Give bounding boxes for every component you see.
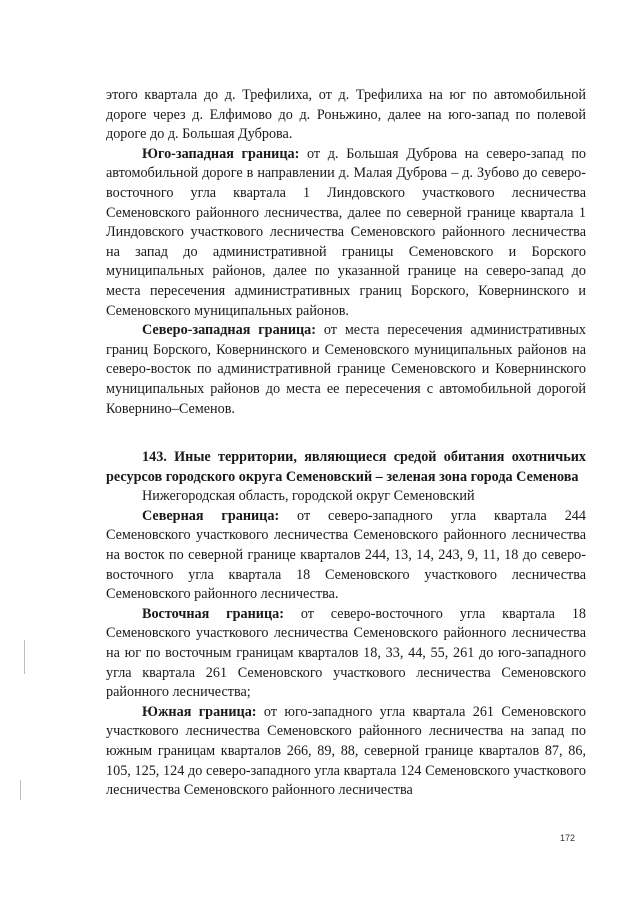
- paragraph-southwest-boundary: [106, 145, 586, 321]
- section-gap: [106, 419, 586, 448]
- south-boundary-label: Южная граница:: [142, 703, 257, 720]
- paragraph-continuation: этого квартала до д. Трефилиха, от д. Трефилиха на юг по автомобильной дороге через д. Елфимово до д. Роньжино, далее на юго-запад по полевой дороге до д. Большая Дуброва.: [106, 87, 586, 143]
- east-boundary-text: от северо-восточного угла квартала 18 Семеновского участкового лесничества Семеновского районного лесничества на юг по восточным границам кварталов 18, 33, 44, 55, 261 до юго-западного угла квартала 261 Семеновского участкового лесничества Семеновского районного лесничества;: [106, 605, 587, 701]
- north-boundary-label: Северная граница:: [142, 507, 280, 524]
- scan-artifact-line: [20, 780, 21, 800]
- location-line: Нижегородская область, городской округ Семеновский: [142, 488, 475, 505]
- northwest-boundary-label: Северо-западная граница:: [142, 322, 317, 339]
- paragraph-north-boundary: [106, 507, 586, 605]
- page-number: 172: [560, 833, 576, 843]
- south-boundary-text: от юго-западного угла квартала 261 Семеновского участкового лесничества Семеновского районного лесничества на запад по южным границам кварталов 266, 89, 88, северной границе кварталов 87, 86, 105, 125, 124 до северо-западного угла квартала 124 Семеновского участкового лесничества Семеновского районного лесничества: [106, 703, 586, 799]
- paragraph-east-boundary: [106, 605, 586, 703]
- northwest-boundary-text: от места пересечения административных границ Борского, Ковернинского и Семеновского муниципальных районов на северо-восток по административной границе Семеновского и Ковернинского муниципальных районов до места ее пересечения с автомобильной дорогой Ковернино–Семенов.: [106, 322, 586, 417]
- paragraph-northwest-boundary: [106, 321, 586, 419]
- north-boundary-text: от северо-западного угла квартала 244 Семеновского участкового лесничества Семеновского районного лесничества на восток по северной границе кварталов 244, 13, 14, 243, 9, 11, 18 до северо-восточного угла квартала 18 Семеновского участкового лесничества Семеновского районного лесничества.: [106, 507, 586, 603]
- paragraph-south-boundary: [106, 703, 586, 801]
- southwest-boundary-text: от д. Большая Дуброва на северо-запад по автомобильной дороге в направлении д. Малая Дуброва – д. Зубово до северо-восточного угла квартала 1 Линдовского участкового лесничества Семеновского районного лесничества, далее по северной границе квартала 1 Линдовского участкового лесничества Семеновского районного лесничества на запад до административной границы Семеновского и Борского муниципальных районов, далее по указанной границе на северо-запад до места пересечения административных границ Борского, Ковернинского и Семеновского муниципальных районов.: [106, 145, 587, 319]
- east-boundary-label: Восточная граница:: [142, 605, 284, 622]
- scan-artifact-line: [24, 640, 25, 674]
- southwest-boundary-label: Юго-западная граница:: [142, 145, 300, 162]
- document-body: [106, 86, 586, 801]
- section-heading: 143. Иные территории, являющиеся средой обитания охотничьих ресурсов городского округа Семеновский – зеленая зона города Семенова: [106, 449, 586, 485]
